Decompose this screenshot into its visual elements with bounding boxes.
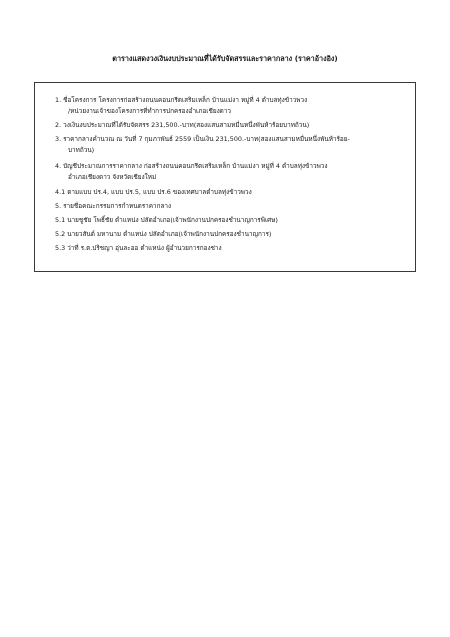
- item-4-1: 4.1 ตามแบบ ปร.4, แบบ ปร.5, แบบ ปร.6 ของเทศบาลตำบลทุ่งข้าวพวง: [55, 188, 252, 196]
- item-5: 5. รายชื่อคณะกรรมการกำหนดราคากลาง: [55, 202, 172, 210]
- item-5-1: 5.1 นายชูชัย โพธิ์ชัย ตำแหน่ง ปลัดอำเภอ(เจ้าพนักงานปกครองชำนาญการพิเศษ): [55, 216, 278, 224]
- item-5-3: 5.3 ว่าที่ ร.ต.ปริชญา อุ่นละออ ตำแหน่ง ผู้อำนวยการกองช่าง: [55, 244, 222, 252]
- item-4-line-2: อำเภอเชียงดาว จังหวัดเชียงใหม่: [68, 173, 157, 181]
- project-details-box: [34, 82, 416, 272]
- item-3-line-2: บาทถ้วน): [68, 146, 95, 154]
- item-3-line-1: 3. ราคากลางคำนวณ ณ วันที่ 7 กุมภาพันธ์ 2559 เป็นเงิน 231,500.-บาท(สองแสนสามหมื่นหนึ่งพันห้าร้อย-: [55, 135, 350, 143]
- item-1-line-2: /หน่วยงานเจ้าของโครงการที่ทำการปกครองอำเภอเชียงดาว: [68, 107, 232, 115]
- item-1-line-1: 1. ชื่อโครงการ โครงการก่อสร้างถนนคอนกรีตเสริมเหล็ก บ้านแม่งา หมู่ที่ 4 ตำบลทุ่งข้าวพวง: [55, 96, 308, 104]
- document-title: ตารางแสดงวงเงินงบประมาณที่ได้รับจัดสรรและราคากลาง (ราคาอ้างอิง): [112, 54, 338, 63]
- item-5-2: 5.2 นายวสันต์ มหานาม ตำแหน่ง ปลัดอำเภอ(เจ้าพนักงานปกครองชำนาญการ): [55, 230, 272, 238]
- item-4-line-1: 4. บัญชีประมาณการราคากลาง ก่อสร้างถนนคอนกรีตเสริมเหล็ก บ้านแม่งา หมู่ที่ 4 ตำบลทุ่งข้าวพวง: [55, 162, 328, 170]
- item-2: 2. วงเงินงบประมาณที่ได้รับจัดสรร 231,500.-บาท(สองแสนสามหมื่นหนึ่งพันห้าร้อยบาทถ้วน): [55, 121, 310, 129]
